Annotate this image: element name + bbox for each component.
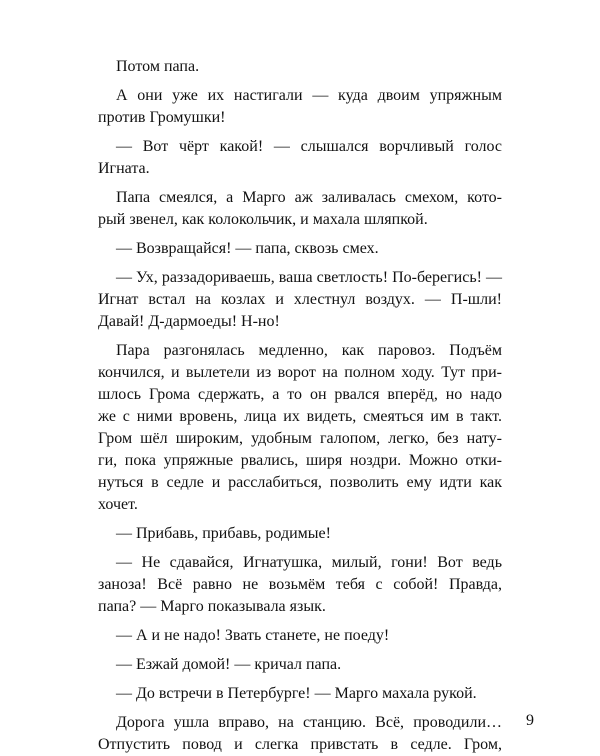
text-line: шлось Грома сдержать, а то он рвался вперёд, но надо (98, 386, 502, 403)
text-line: же с ними вровень, лица их видеть, смеяться им в такт. (98, 408, 502, 425)
text-line: Игнат встал на козлах и хлестнул воздух. — П-шли! (98, 291, 502, 308)
text-line: Игната. (98, 160, 150, 177)
body-text (98, 56, 502, 756)
text-line: хочет. (98, 496, 138, 513)
text-line: Давай! Д-дармоеды! Н-но! (98, 313, 280, 330)
page-number: 9 (526, 712, 534, 729)
text-line: рый звенел, как колокольчик, и махала шляпкой. (98, 211, 428, 228)
text-line: А они уже их настигали — куда двоим упряжным (116, 87, 502, 104)
text-line: Пара разгонялась медленно, как паровоз. Подъём (116, 342, 502, 359)
text-line: папа? — Марго показывала язык. (98, 598, 326, 615)
text-line: Дорога ушла вправо, на станцию. Всё, проводили… (116, 714, 502, 731)
text-line: против Громушки! (98, 109, 226, 126)
text-line: — Езжай домой! — кричал папа. (116, 656, 342, 673)
text-line: — Возвращайся! — папа, сквозь смех. (116, 240, 379, 257)
text-line: ги, пока упряжные рвались, ширя ноздри. Можно отки- (98, 452, 502, 469)
text-line: заноза! Всё равно не возьмём тебя с собой! Правда, (98, 576, 502, 593)
text-line: Отпустить повод и слегка привстать в седле. Гром, (98, 736, 502, 753)
text-line: Гром шёл широким, удобным галопом, легко, без нату- (98, 430, 502, 447)
text-line: — Вот чёрт какой! — слышался ворчливый голос (116, 138, 502, 155)
text-line: — Не сдавайся, Игнатушка, милый, гони! Вот ведь (116, 554, 502, 571)
text-line: Папа смеялся, а Марго аж заливалась смехом, кото- (116, 189, 502, 206)
text-line: — Прибавь, прибавь, родимые! (116, 525, 331, 542)
text-line: Потом папа. (116, 58, 200, 75)
text-line: кончился, и вылетели из ворот на полном ходу. Тут при- (98, 364, 502, 381)
text-line: — Ух, раззадориваешь, ваша светлость! По-берегись! — (116, 269, 502, 286)
text-line: нуться в седле и расслабиться, позволить ему идти как (98, 474, 502, 491)
text-line: — До встречи в Петербурге! — Марго махала рукой. (116, 685, 477, 702)
text-line: — А и не надо! Звать станете, не поеду! (116, 627, 390, 644)
